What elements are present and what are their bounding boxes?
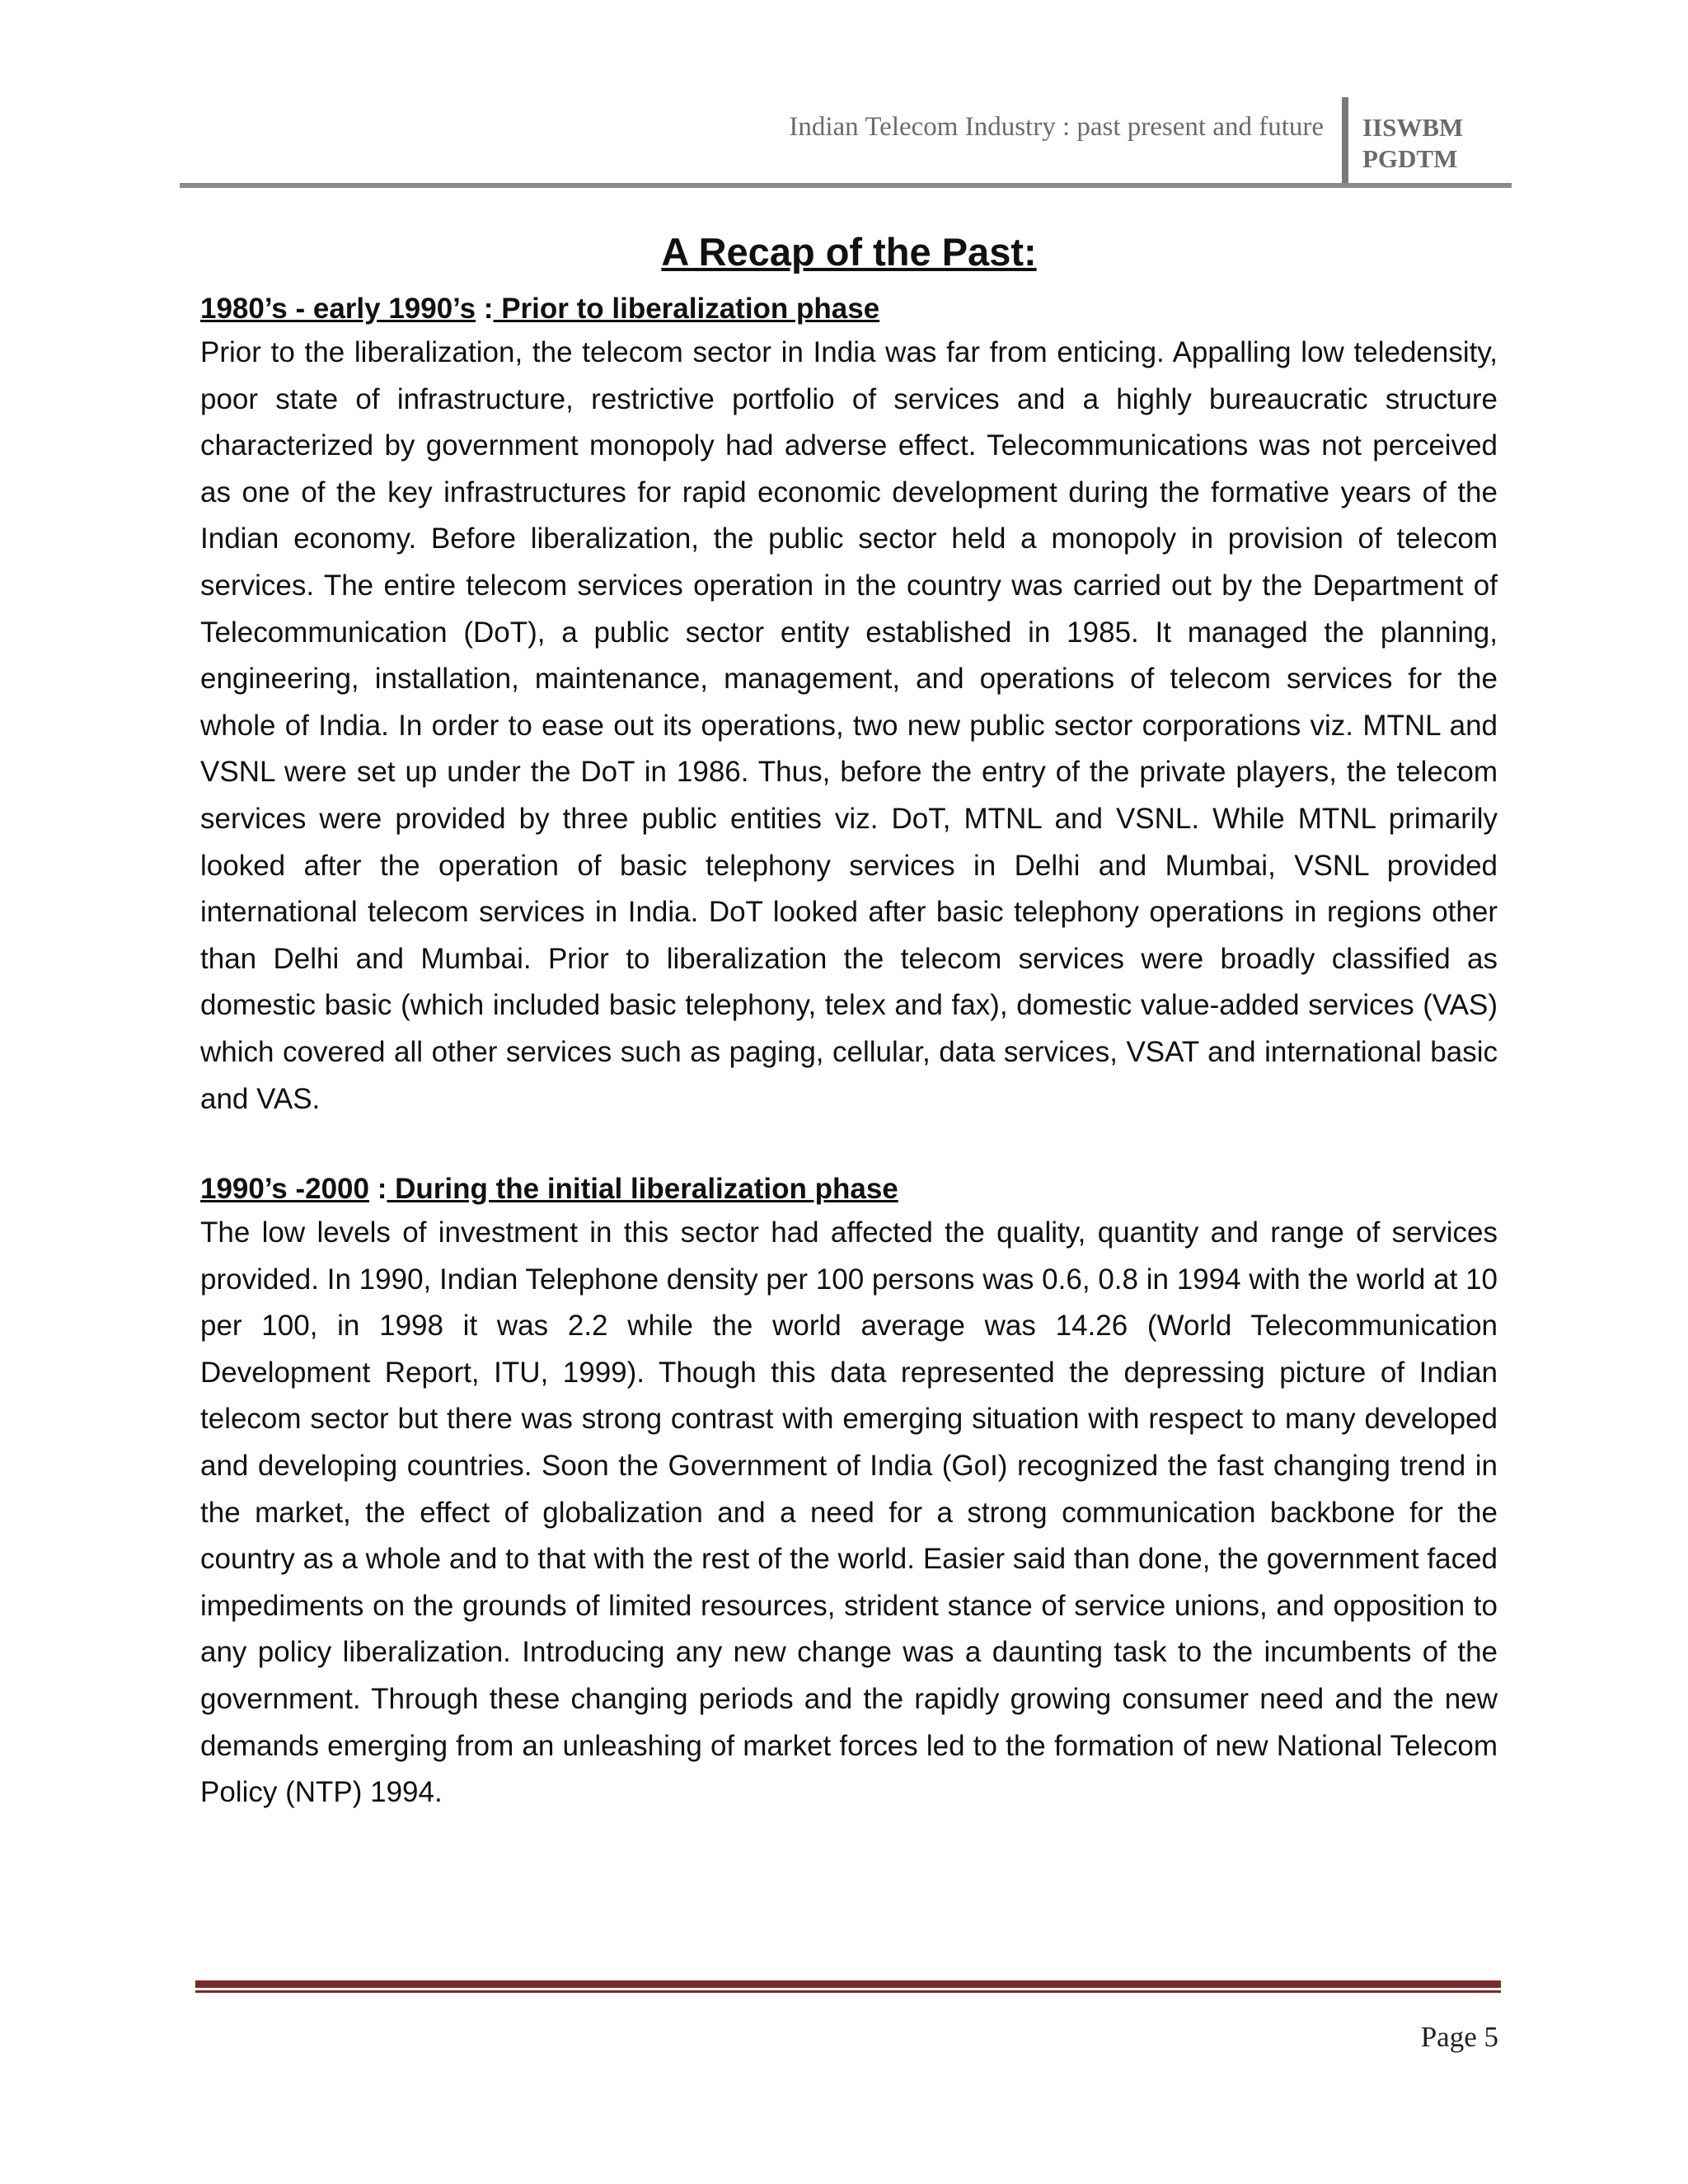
section-paragraph: The low levels of investment in this sector had affected the quality, quantity and range of services provided. In 1990, Indian Telephone density per 100 persons was 0.6, 0.8 in 1994 with the world at 10 per 100, in 1998 it was 2.2 while the world average was 14.26 (World Telecommunication Development Report, ITU, 1999). Though this data represented the depressing picture of Indian telecom sector but there was strong contrast with emerging situation with respect to many developed and developing countries. Soon the Government of India (GoI) recognized the fast changing trend in the market, the effect of globalization and a need for a strong communication backbone for the country as a whole and to that with the rest of the world. Easier said than done, the government faced impediments on the grounds of limited resources, strident stance of service unions, and opposition to any policy liberalization. Introducing any new change was a daunting task to the incumbents of the government. Through these changing periods and the rapidly growing consumer need and the new demands emerging from an unleashing of market forces led to the formation of new National Telecom Policy (NTP) 1994. [200, 1216, 1498, 1809]
header-rule [180, 183, 1512, 188]
page-title: A Recap of the Past: [661, 230, 1037, 274]
footer-rule [195, 1980, 1501, 1988]
header-org [1362, 112, 1463, 175]
section-heading [200, 288, 1498, 330]
section-initial-liberalization [200, 1169, 1498, 1816]
section-prior-liberalization [200, 288, 1498, 1122]
header-title: Indian Telecom Industry : past present and future [789, 112, 1324, 142]
footer-rule-thin [195, 1990, 1501, 1993]
section-period: 1990’s -2000 [200, 1173, 369, 1206]
section-period: 1980’s - early 1990’s [200, 293, 476, 325]
section-heading [200, 1169, 1498, 1210]
header-org-line1: IISWBM [1362, 113, 1464, 142]
page-header [180, 97, 1512, 186]
section-gap [200, 1122, 1498, 1169]
section-separator: : [476, 293, 494, 325]
main-content [200, 227, 1498, 1816]
section-phase: During the initial liberalization phase [387, 1173, 898, 1206]
section-separator: : [369, 1173, 387, 1206]
section-paragraph: Prior to the liberalization, the telecom sector in India was far from enticing. Appalling low teledensity, poor state of infrastructure, restrictive portfolio of services and a highly bureaucratic structure characterized by government monopoly had adverse effect. Telecommunications was not perceived as one of the key infrastructures for rapid economic development during the formative years of the Indian economy. Before liberalization, the public sector held a monopoly in provision of telecom services. The entire telecom services operation in the country was carried out by the Department of Telecommunication (DoT), a public sector entity established in 1985. It managed the planning, engineering, installation, maintenance, management, and operations of telecom services for the whole of India. In order to ease out its operations, two new public sector corporations viz. MTNL and VSNL were set up under the DoT in 1986. Thus, before the entry of the private players, the telecom services were provided by three public entities viz. DoT, MTNL and VSNL. While MTNL primarily looked after the operation of basic telephony services in Delhi and Mumbai, VSNL provided international telecom services in India. DoT looked after basic telephony operations in regions other than Delhi and Mumbai. Prior to liberalization the telecom services were broadly classified as domestic basic (which included basic telephony, telex and fax), domestic value-added services (VAS) which covered all other services such as paging, cellular, data services, VSAT and international basic and VAS. [200, 336, 1498, 1115]
header-org-line2: PGDTM [1362, 144, 1458, 173]
header-divider [1342, 97, 1348, 186]
section-phase: Prior to liberalization phase [493, 293, 880, 325]
page-number: Page 5 [1420, 2021, 1498, 2053]
